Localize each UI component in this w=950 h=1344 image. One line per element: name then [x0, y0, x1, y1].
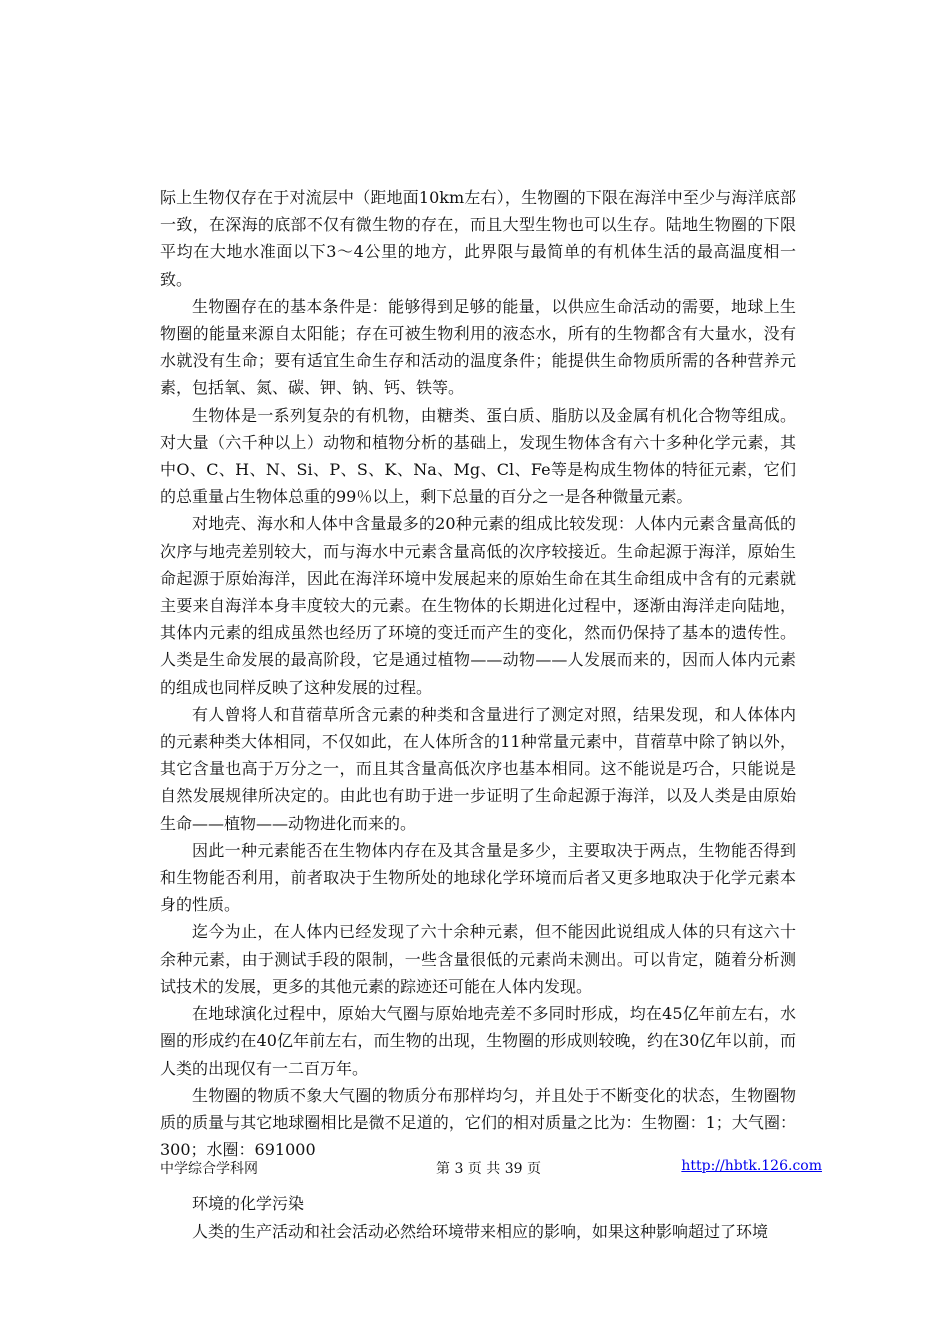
page-body: [160, 184, 796, 1245]
paragraph: 对地壳、海水和人体中含量最多的20种元素的组成比较发现：人体内元素含量高低的次序与地壳差别较大，而与海水中元素含量高低的次序较接近。生命起源于海洋，原始生命起源于原始海洋，因此在海洋环境中发展起来的原始生命在其生命组成中含有的元素就主要来自海洋本身丰度较大的元素。在生物体的长期进化过程中，逐渐由海洋走向陆地，其体内元素的组成虽然也经历了环境的变迁而产生的变化，然而仍保持了基本的遗传性。人类是生命发展的最高阶段，它是通过植物——动物——人发展而来的，因而人体内元素的组成也同样反映了这种发展的过程。: [160, 514, 796, 697]
paragraph: 生物圈的物质不象大气圈的物质分布那样均匀，并且处于不断变化的状态，生物圈物质的质量与其它地球圈相比是微不足道的，它们的相对质量之比为：生物圈：1；大气圈：300；水圈：691000: [160, 1085, 796, 1160]
paragraph: 有人曾将人和苜蓿草所含元素的种类和含量进行了测定对照，结果发现，和人体体内的元素种类大体相同，不仅如此，在人体所含的11种常量元素中，苜蓿草中除了钠以外，其它含量也高于万分之一，而且其含量高低次序也基本相同。这不能说是巧合，只能说是自然发展规律所决定的。由此也有助于进一步证明了生命起源于海洋，以及人类是由原始生命——植物——动物进化而来的。: [160, 704, 796, 833]
paragraph: 在地球演化过程中，原始大气圈与原始地壳差不多同时形成，均在45亿年前左右，水圈的形成约在40亿年前左右，而生物的出现，生物圈的形成则较晚，约在30亿年以前，而人类的出现仅有一二百万年。: [160, 1004, 796, 1078]
footer-url-link[interactable]: http://hbtk.126.com: [681, 1158, 822, 1174]
paragraph: 迄今为止，在人体内已经发现了六十余种元素，但不能因此说组成人体的只有这六十余种元素，由于测试手段的限制，一些含量很低的元素尚未测出。可以肯定，随着分析测试技术的发展，更多的其他元素的踪迹还可能在人体内发现。: [160, 922, 796, 996]
page-footer: [160, 1158, 822, 1180]
paragraph: 人类的生产活动和社会活动必然给环境带来相应的影响，如果这种影响超过了环境: [192, 1221, 769, 1241]
paragraph: 因此一种元素能否在生物体内存在及其含量是多少，主要取决于两点，生物能否得到和生物能否利用，前者取决于生物所处的地球化学环境而后者又更多地取决于化学元素本身的性质。: [160, 840, 796, 915]
footer-page-number: 第 3 页 共 39 页: [436, 1161, 541, 1177]
paragraph: 生物体是一系列复杂的有机物，由糖类、蛋白质、脂肪以及金属有机化合物等组成。对大量（六千种以上）动物和植物分析的基础上，发现生物体含有六十多种化学元素，其中O、C、H、N、Si、P、S、K、Na、Mg、Cl、Fe等是构成生物体的特征元素，它们的总重量占生物体总重的99％以上，剩下总量的百分之一是各种微量元素。: [160, 405, 796, 507]
paragraph-continuation: 际上生物仅存在于对流层中（距地面10km左右），生物圈的下限在海洋中至少与海洋底部一致，在深海的底部不仅有微生物的存在，而且大型生物也可以生存。陆地生物圈的下限平均在大地水准面以下3～4公里的地方，此界限与最简单的有机体生活的最高温度相一致。: [160, 188, 796, 289]
section-heading: 环境的化学污染: [192, 1194, 305, 1214]
paragraph: 生物圈存在的基本条件是：能够得到足够的能量，以供应生命活动的需要，地球上生物圈的能量来源自太阳能；存在可被生物利用的液态水，所有的生物都含有大量水，没有水就没有生命；要有适宜生命生存和活动的温度条件；能提供生命物质所需的各种营养元素，包括氧、氮、碳、钾、钠、钙、铁等。: [160, 296, 796, 398]
footer-site-name: 中学综合学科网: [160, 1161, 258, 1177]
